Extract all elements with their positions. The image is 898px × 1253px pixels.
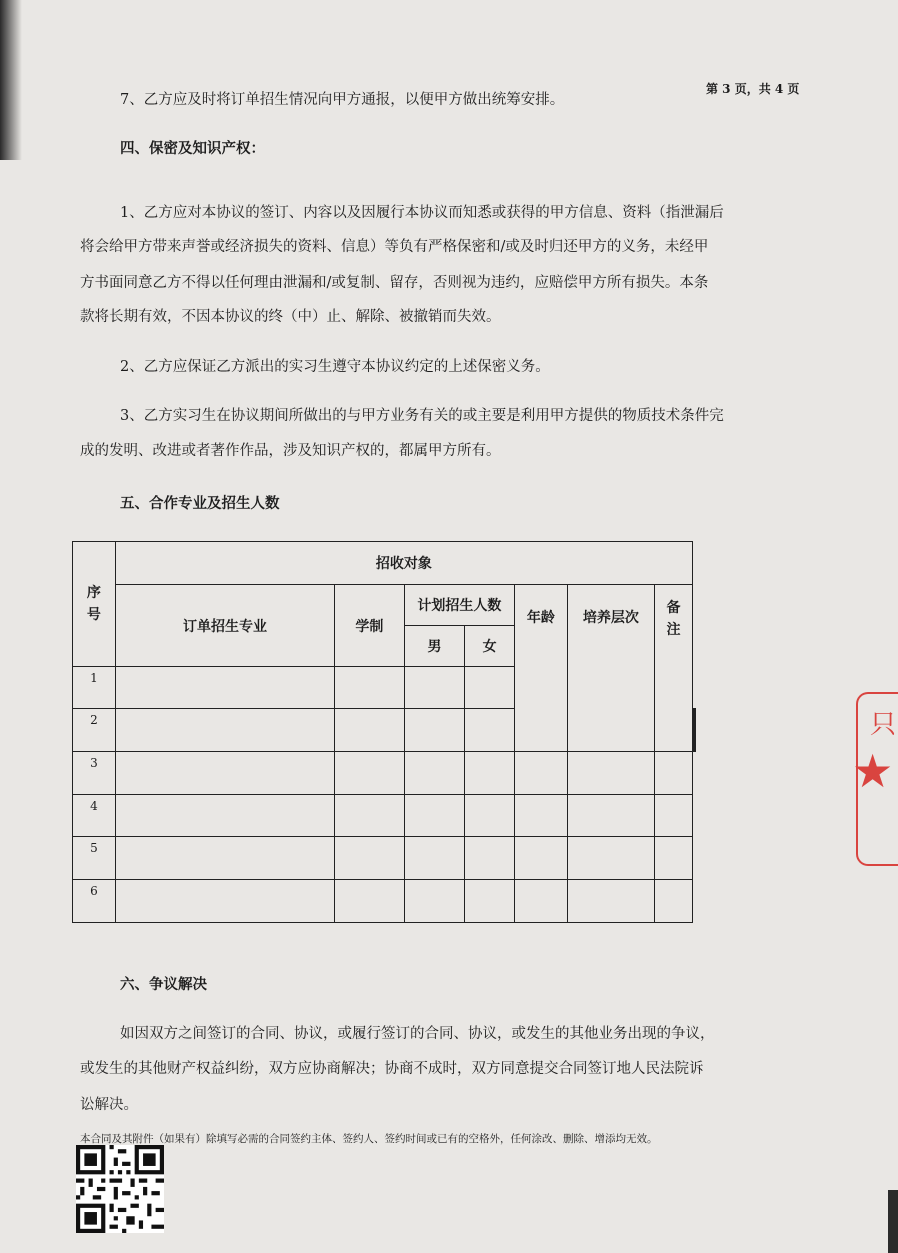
age-header: 年龄 bbox=[515, 585, 568, 752]
table-cell bbox=[465, 837, 515, 880]
table-cell bbox=[567, 795, 654, 837]
table-cell bbox=[465, 709, 515, 752]
seq-header: 序号 bbox=[73, 542, 116, 667]
clause-4-1-line3: 方书面同意乙方不得以任何理由泄漏和/或复制、留存，否则视为违约，应赔偿甲方所有损失。本条 bbox=[80, 275, 709, 291]
table-cell bbox=[404, 709, 465, 752]
clause-4-1-line4: 款将长期有效，不因本协议的终（中）止、解除、被撤销而失效。 bbox=[80, 309, 501, 325]
clause-6-line3: 讼解决。 bbox=[80, 1097, 138, 1113]
table-cell bbox=[567, 880, 654, 923]
section-5-heading: 五、合作专业及招生人数 bbox=[120, 495, 280, 512]
page-number: 第 3 页，共 4 页 bbox=[706, 82, 800, 96]
table-cell bbox=[335, 667, 405, 709]
table-cell bbox=[335, 752, 405, 795]
row-number: 6 bbox=[73, 880, 116, 923]
table-cell bbox=[115, 709, 334, 752]
table-cell bbox=[695, 709, 696, 752]
qr-code bbox=[76, 1145, 164, 1233]
table-cell bbox=[115, 752, 334, 795]
table-cell bbox=[404, 667, 465, 709]
clause-4-3-line1: 3、乙方实习生在协议期间所做出的与甲方业务有关的或主要是利用甲方提供的物质技术条件完 bbox=[120, 408, 724, 424]
female-header: 女 bbox=[465, 626, 515, 667]
table-cell bbox=[655, 795, 693, 837]
table-cell bbox=[115, 795, 334, 837]
table-cell bbox=[335, 880, 405, 923]
plan-count-header: 计划招生人数 bbox=[404, 585, 514, 626]
row-number: 3 bbox=[73, 752, 116, 795]
table-cell bbox=[335, 837, 405, 880]
clause-4-3-line2: 成的发明、改进或者著作作品，涉及知识产权的，都属甲方所有。 bbox=[80, 443, 501, 459]
footnote: 本合同及其附件（如果有）除填写必需的合同签约主体、签约人、签约时间或已有的空格外，任何涂改、删除、增添均无效。 bbox=[80, 1133, 658, 1145]
table-cell bbox=[115, 667, 334, 709]
table-cell bbox=[515, 880, 568, 923]
male-header: 男 bbox=[404, 626, 465, 667]
table-cell bbox=[115, 837, 334, 880]
clause-6-line1: 如因双方之间签订的合同、协议，或履行签订的合同、协议，或发生的其他业务出现的争议， bbox=[120, 1026, 715, 1042]
table-cell bbox=[404, 880, 465, 923]
major-header: 订单招生专业 bbox=[115, 585, 334, 667]
table-cell bbox=[655, 752, 693, 795]
table-cell bbox=[115, 880, 334, 923]
table-cell bbox=[515, 752, 568, 795]
table-cell bbox=[465, 880, 515, 923]
section-4-heading: 四、保密及知识产权： bbox=[120, 140, 265, 157]
table-cell bbox=[465, 795, 515, 837]
table-cell bbox=[404, 795, 465, 837]
page-edge-shadow bbox=[0, 0, 22, 160]
table-cell bbox=[335, 795, 405, 837]
enrollment-table bbox=[72, 541, 696, 923]
table-cell bbox=[515, 795, 568, 837]
row-number: 2 bbox=[73, 709, 116, 752]
target-group-header: 招收对象 bbox=[115, 542, 692, 585]
row-number: 5 bbox=[73, 837, 116, 880]
table-cell bbox=[655, 837, 693, 880]
table-cell bbox=[404, 837, 465, 880]
clause-4-2: 2、乙方应保证乙方派出的实习生遵守本协议约定的上述保密义务。 bbox=[120, 359, 550, 375]
clause-6-line2: 或发生的其他财产权益纠纷，双方应协商解决；协商不成时，双方同意提交合同签订地人民法院诉 bbox=[80, 1061, 704, 1077]
table-cell bbox=[465, 667, 515, 709]
clause-4-1-line2: 将会给甲方带来声誉或经济损失的资料、信息）等负有严格保密和/或及时归还甲方的义务，未经甲 bbox=[80, 239, 709, 255]
duration-header: 学制 bbox=[335, 585, 405, 667]
remark-header: 备注 bbox=[655, 585, 693, 752]
table-cell bbox=[567, 837, 654, 880]
table-cell bbox=[335, 709, 405, 752]
row-number: 4 bbox=[73, 795, 116, 837]
table-cell bbox=[404, 752, 465, 795]
table-cell bbox=[515, 837, 568, 880]
seal-text-fragment: 只 bbox=[870, 710, 897, 740]
table-cell bbox=[567, 752, 654, 795]
clause-4-1-line1: 1、乙方应对本协议的签订、内容以及因履行本协议而知悉或获得的甲方信息、资料（指泄漏后 bbox=[120, 205, 724, 221]
table-cell bbox=[465, 752, 515, 795]
seal-star-icon: ★ bbox=[852, 744, 894, 798]
section-6-heading: 六、争议解决 bbox=[120, 976, 207, 993]
table-cell bbox=[655, 880, 693, 923]
clause-7: 7、乙方应及时将订单招生情况向甲方通报，以便甲方做出统筹安排。 bbox=[120, 92, 565, 108]
row-number: 1 bbox=[73, 667, 116, 709]
page-edge-shadow-right bbox=[888, 1190, 898, 1253]
level-header: 培养层次 bbox=[567, 585, 654, 752]
